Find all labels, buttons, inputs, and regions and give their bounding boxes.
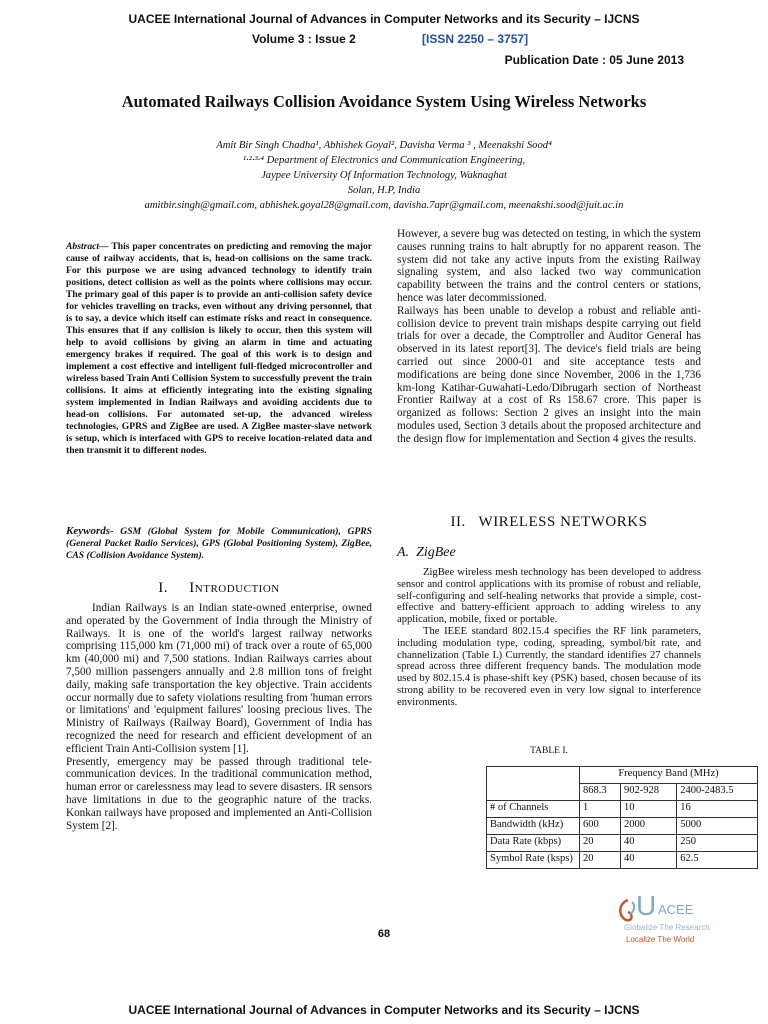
logo-name: ACEE [658, 902, 694, 917]
table-cell: 250 [677, 835, 758, 852]
right-column-intro [397, 228, 701, 446]
affiliation: ¹·²·³·⁴ Department of Electronics and Communication Engineering, [242, 155, 526, 166]
table-row-label: Data Rate (kbps) [487, 835, 580, 852]
logo-tagline-1: Globalize The Research [624, 923, 710, 932]
page-number: 68 [377, 928, 391, 940]
logo-u: U [636, 890, 657, 921]
keywords [66, 525, 372, 562]
section-1-number: I. [158, 580, 169, 596]
location: Solan, H.P, India [347, 185, 421, 196]
right-paragraph-1: However, a severe bug was detected on testing, in which the system causes running trains to halt abruptly for no apparent reason. The system did not take any active inputs from the existing Railway signaling system, and also lacked two way communication capability between the trains and the control centers or stations, hence was later decommissioned. [397, 228, 701, 304]
table-cell: 5000 [677, 818, 758, 835]
keywords-text: GSM (Global System for Mobile Communication), GPRS (General Packet Radio Services), GPS (Global Positioning System), ZigBee, CAS (Collision Avoidance System). [66, 526, 372, 561]
table-cell [487, 784, 580, 801]
right-paragraph-2: Railways has been unable to develop a robust and reliable anti-collision device to prevent train mishaps despite carrying out field trials for over a decade, the Comptroller and Auditor General has observed in its latest report[3]. The device's field trials are being carried out since 2000-01 and site acceptance tests and modifications are being done since November, 2006 in the 1,736 km-long Katihar-Guwahati-Ledo/Dibrugarh section of Northeast Frontier Railway at a cost of Rs 158.67 crore. This paper is organized as follows: Section 2 gives an insight into the main modules used, Section 3 details about the proposed architecture and the design flow for implementation and Section 4 gives the results. [397, 304, 701, 445]
publication-date: Publication Date : 05 June 2013 [504, 53, 684, 67]
table-header-cell: 902-928 [620, 784, 676, 801]
table-row [487, 835, 758, 852]
abstract-text: This paper concentrates on predicting and removing the major cause of railway accidents, that is, head-on collisions on the same track. For this purpose we are using advanced technology to identify train positions, detect collision as well as the points where collisions may occur. The primary goal of this paper is to provide an anti-collision safety device for vehicles travelling on tracks, even without any driving personnel, that is to say, a device which itself can estimate risks and react in consequence. This ensures that if any collision is likely to occur, then this system will help to avoid collisions by giving an alarm in time and actuating emergency brakes if required. The goal of this work is to design and implement a cost effective and intelligent full-fledged microcontroller and wireless based Train Anti Collision System to successfully prevent the train collisions. It aims at efficiently integrating into the existing signaling system implemented in Indian Railways and avoiding accidents due to head-on collisions. For automated set-up, the advanced wireless technologies, GPRS and ZigBee are used. A ZigBee master-slave network is setup, which is interfaced with GPS to receive location-related data and then transmit it to different nodes. [66, 241, 372, 456]
table-row-label: # of Channels [487, 801, 580, 818]
abstract-lead: Abstract— [66, 241, 109, 252]
logo-tagline-2: Localize The World [626, 935, 695, 944]
university: Jaypee University Of Information Technology, Waknaghat [261, 170, 507, 181]
table-cell: 600 [580, 818, 621, 835]
table-row [487, 852, 758, 869]
table-row-label: Bandwidth (kHz) [487, 818, 580, 835]
table-cell [487, 767, 580, 784]
table-cell: 1 [580, 801, 621, 818]
table-cell: 10 [620, 801, 676, 818]
intro-paragraph-2: Presently, emergency may be passed through traditional tele-communication devices. In the traditional communication method, human error or carelessness may lead to severe disasters. IR sensors have limitations in due to the geographic nature of the tracks. Konkan railways have proposed and implemented an Anti-Collision System [2]. [66, 755, 372, 832]
section-2-number: II. [450, 514, 466, 530]
journal-header: UACEE International Journal of Advances in Computer Networks and its Security – IJCNS [128, 12, 640, 26]
table-row [487, 801, 758, 818]
table-caption: TABLE I. [530, 746, 568, 756]
journal-footer: UACEE International Journal of Advances in Computer Networks and its Security – IJCNS [128, 1003, 640, 1017]
author-block [0, 138, 768, 213]
table-group-header: Frequency Band (MHz) [580, 767, 758, 784]
author-emails: amitbir.singh@gmail.com, abhishek.goyal28@gmail.com, davisha.7apr@gmail.com, meenakshi.sood@juit.ac.in [144, 200, 624, 211]
paper-title: Automated Railways Collision Avoidance System Using Wireless Networks [121, 92, 647, 111]
table-header-cell: 2400-2483.5 [677, 784, 758, 801]
table-cell: 20 [580, 852, 621, 869]
table-cell: 16 [677, 801, 758, 818]
table-row [487, 784, 758, 801]
section-1-heading [66, 580, 372, 597]
table-cell: 62.5 [677, 852, 758, 869]
author-names: Amit Bir Singh Chadha¹, Abhishek Goyal², Davisha Verma ³ , Meenakshi Sood⁴ [216, 140, 552, 151]
keywords-lead: Keywords- [66, 525, 114, 537]
zigbee-paragraph-2: The IEEE standard 802.15.4 specifies the RF link parameters, including modulation type, coding, spreading, symbol/bit rate, and channelization (Table I.) Currently, the standard identifies 27 channels spread across three different frequency bands. The modulation mode used by 802.15.4 is phase-shift key (PSK) based, chosen because of its strong ability to be recovered even in very low signal to interference environments. [397, 625, 701, 708]
volume-label: Volume 3 : Issue 2 [252, 32, 356, 46]
table-header-cell: 868.3 [580, 784, 621, 801]
table-row [487, 818, 758, 835]
intro-paragraph-1: Indian Railways is an Indian state-owned enterprise, owned and operated by the Government of India through the Ministry of Railways. It is one of the world's largest railway networks comprising 115,000 km (71,000 mi) of track over a route of 65,000 km (40,000 mi) and 7,500 stations. Indian Railways carries about 7,500 million passengers annually and 2.8 million tons of freight daily, making safe transportation the key objective. Train accidents occur normally due to safety violations resulting from 'human errors or limitations' and 'equipment failures' loosing precious lives. The Ministry of Railways (Railway Board), Government of India has recognized the need for research and efficient development of an efficient Train Anti-Collision system [1]. [66, 602, 372, 755]
subsection-zigbee-heading [397, 545, 456, 561]
frequency-band-table [486, 766, 758, 869]
zigbee-paragraph-1: ZigBee wireless mesh technology has been developed to address sensor and control applications with its promise of robust and reliable, self-configuring and self-healing networks that provide a simple, cost-effective and battery-efficient approach to adding wireless to any application, mobile, fixed or portable. [397, 567, 701, 626]
introduction-body [66, 602, 372, 832]
table-cell: 2000 [620, 818, 676, 835]
section-2-heading [397, 514, 701, 531]
logo-swirl-icon [614, 896, 638, 926]
zigbee-body [397, 567, 701, 709]
section-1-title: Introduction [189, 580, 280, 596]
table-cell: 40 [620, 835, 676, 852]
subsection-title: ZigBee [416, 545, 456, 560]
table-cell: 40 [620, 852, 676, 869]
table-row-label: Symbol Rate (ksps) [487, 852, 580, 869]
table-row [487, 767, 758, 784]
table-cell: 20 [580, 835, 621, 852]
issn-label: [ISSN 2250 – 3757] [422, 32, 529, 46]
subsection-number: A. [397, 545, 410, 560]
section-2-title: WIRELESS NETWORKS [478, 514, 648, 530]
abstract [66, 241, 372, 457]
